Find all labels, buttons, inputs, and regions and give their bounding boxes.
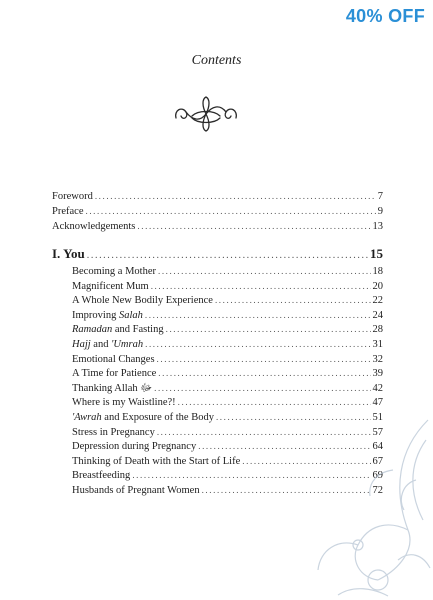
toc-entry[interactable] xyxy=(72,264,383,278)
toc-entry[interactable] xyxy=(72,337,383,351)
toc-entry-label: Stress in Pregnancy xyxy=(72,426,155,438)
toc-entry-label: Thinking of Death with the Start of Life xyxy=(72,455,241,467)
toc-leader-dots xyxy=(166,322,371,336)
toc-leader-dots xyxy=(178,395,371,409)
toc-entry-label: Thanking Allah ﷻ xyxy=(72,382,153,394)
toc-leader-dots xyxy=(145,337,370,351)
toc-entry-label: A Time for Patience xyxy=(72,368,157,380)
toc-entry-page: 7 xyxy=(377,191,383,202)
toc-leader-dots xyxy=(151,279,371,293)
toc-entry-label: Foreword xyxy=(52,191,93,202)
toc-leader-dots xyxy=(158,264,371,278)
toc-part-label: I. You xyxy=(52,246,85,261)
toc-entry-label: Improving Salah xyxy=(72,309,143,321)
floral-watermark-icon xyxy=(298,410,433,600)
toc-entry-page: 64 xyxy=(372,441,383,453)
toc-leader-dots xyxy=(137,219,370,233)
toc-entry-page: 67 xyxy=(372,455,383,467)
toc-entry-label: Magnificent Mum xyxy=(72,280,149,292)
toc-entry-page: 51 xyxy=(372,412,383,423)
toc-entry[interactable] xyxy=(72,279,383,293)
toc-entry-page: 39 xyxy=(372,368,383,380)
toc-entry-label: Preface xyxy=(52,206,84,217)
toc-entry-page: 42 xyxy=(372,382,383,394)
toc-entry[interactable] xyxy=(72,381,383,395)
toc-leader-dots xyxy=(87,249,368,263)
toc-entry[interactable] xyxy=(72,352,383,366)
toc-leader-dots xyxy=(145,308,371,322)
toc-entry-page: 69 xyxy=(372,470,383,482)
toc-entry-page: 24 xyxy=(372,309,383,321)
toc-part-page: 15 xyxy=(370,246,383,261)
toc-entry-label: Acknowledgements xyxy=(52,221,136,232)
toc-entry[interactable] xyxy=(72,293,383,307)
toc-entry[interactable] xyxy=(72,308,383,322)
toc-leader-dots xyxy=(154,381,370,395)
toc-entry-label: Emotional Changes xyxy=(72,353,155,365)
toc-entry-page: 9 xyxy=(377,206,383,217)
toc-entry-label: Ramadan and Fasting xyxy=(72,324,164,336)
toc-part-heading[interactable] xyxy=(52,247,383,261)
toc-entry-label: Becoming a Mother xyxy=(72,266,156,277)
toc-entry-page: 72 xyxy=(372,485,383,496)
toc-entry-page: 32 xyxy=(372,353,383,365)
toc-entry[interactable] xyxy=(52,219,383,233)
toc-entry-page: 22 xyxy=(372,295,383,307)
toc-entry[interactable] xyxy=(52,204,383,218)
toc-entry-label: Depression during Pregnancy xyxy=(72,441,197,453)
toc-entry-page: 28 xyxy=(372,324,383,336)
toc-leader-dots xyxy=(95,189,376,203)
toc-leader-dots xyxy=(85,204,375,218)
toc-entry-label: Husbands of Pregnant Women xyxy=(72,485,200,496)
toc-entry-label: Breastfeeding xyxy=(72,470,131,482)
toc-entry-label: 'Awrah and Exposure of the Body xyxy=(72,412,214,423)
toc-entry-page: 31 xyxy=(372,339,383,350)
toc-leader-dots xyxy=(215,293,371,307)
toc-entry-page: 47 xyxy=(372,397,383,409)
toc-entry-page: 13 xyxy=(372,221,383,232)
discount-badge: 40% OFF xyxy=(345,6,425,26)
toc-entry-label: Where is my Waistline?! xyxy=(72,397,176,409)
flourish-ornament-icon xyxy=(172,94,240,134)
toc-entry-page: 20 xyxy=(372,280,383,292)
page-title: Contents xyxy=(191,53,242,68)
toc-leader-dots xyxy=(158,366,370,380)
toc-leader-dots xyxy=(157,352,371,366)
toc-entry[interactable] xyxy=(72,395,383,409)
toc-entry-label: A Whole New Bodily Experience xyxy=(72,295,213,307)
toc-entry[interactable] xyxy=(72,366,383,380)
toc-entry[interactable] xyxy=(72,322,383,336)
toc-entry-label: Hajj and 'Umrah xyxy=(72,339,144,350)
toc-entry[interactable] xyxy=(52,189,383,203)
toc-entry-page: 57 xyxy=(372,426,383,438)
toc-entry-page: 18 xyxy=(372,266,383,277)
